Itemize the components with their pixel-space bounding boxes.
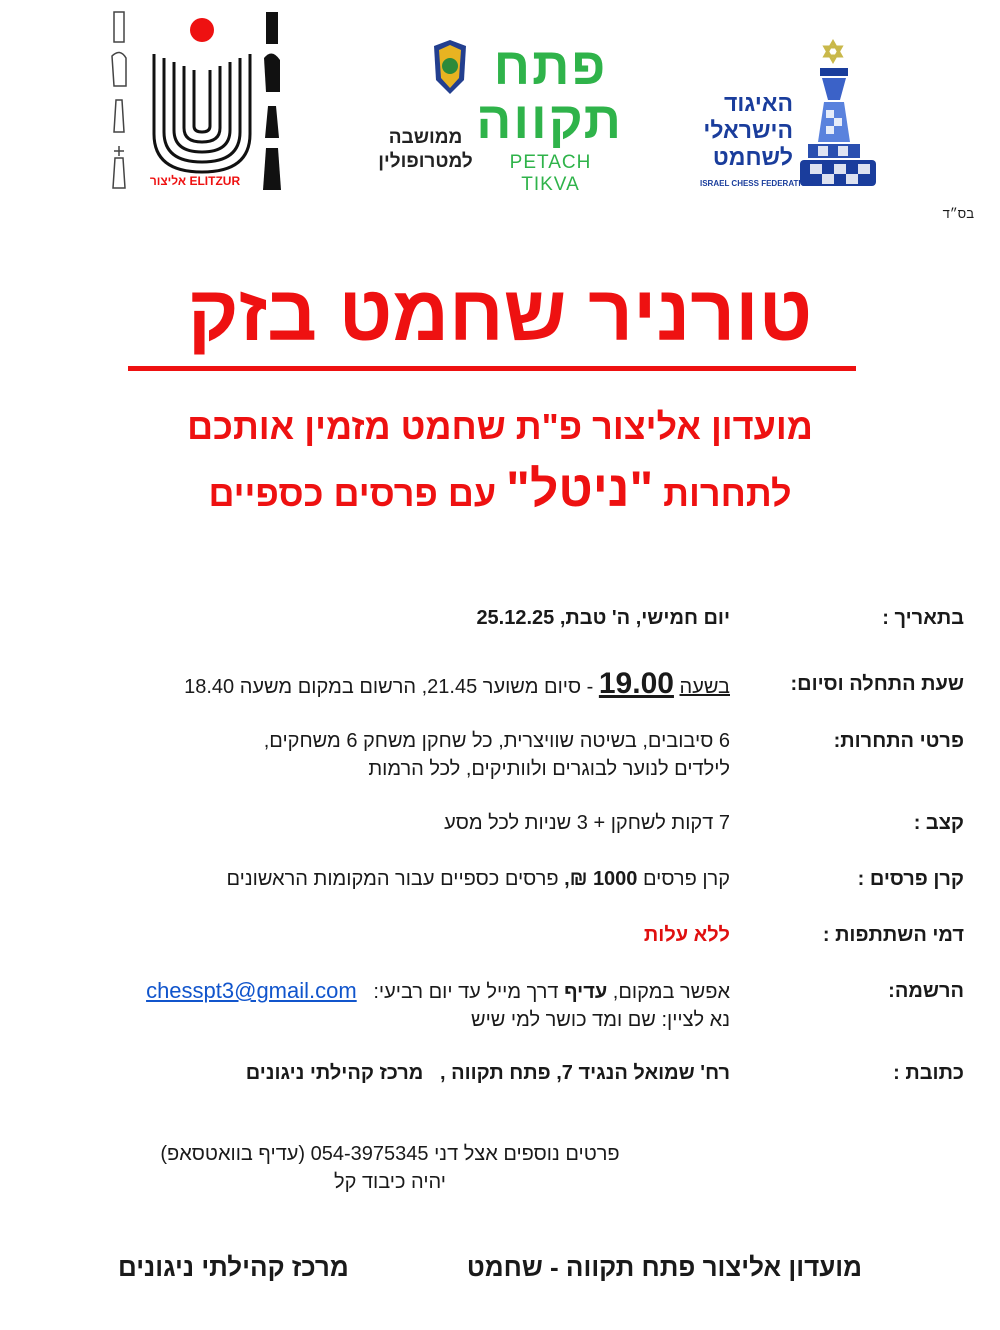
registration-post: דרך מייל עד יום רביעי: — [373, 981, 559, 1003]
federation-english-name: ISRAEL CHESS FEDERATION — [700, 179, 813, 188]
more-info-line2: יהיה כיבוד קל — [334, 1171, 446, 1193]
footer-community-center: מרכז קהילתי ניגונים — [118, 1252, 349, 1282]
subtitle-line1: מועדון אליצור פ"ת שחמט מזמין אותכם — [187, 406, 813, 447]
prize-value — [30, 865, 730, 893]
time-rest: - סיום משוער 21.45, הרשום במקום משעה 18.40 — [184, 676, 594, 698]
subtitle-post: עם פרסים כספיים — [208, 473, 497, 514]
registration-line1 — [30, 977, 730, 1006]
bishop-outline-icon — [114, 100, 124, 132]
registration-preferred: עדיף — [564, 981, 608, 1003]
pace-label: קצב : — [913, 812, 964, 834]
subtitle-line2 — [0, 460, 1000, 518]
federation-name — [693, 90, 793, 171]
subtitle-pre: לתחרות — [663, 473, 792, 514]
competition-line2: לילדים לנוער לבוגרים ולוותיקים, לכל הרמות — [368, 758, 730, 780]
time-value — [30, 664, 730, 707]
time-label: שעת התחלה וסיום: — [790, 673, 964, 695]
rook-solid-icon — [266, 12, 278, 44]
registration-pre: אפשר במקום, — [612, 981, 730, 1003]
event-name: "ניטל" — [506, 461, 654, 517]
bishop-solid-icon — [265, 106, 279, 138]
city-name-hebrew: פתח תקווה — [476, 38, 623, 150]
city-slogan — [378, 126, 473, 174]
prize-label: קרן פרסים : — [857, 868, 964, 890]
knight-outline-icon — [112, 52, 126, 86]
competition-label: פרטי התחרות: — [833, 730, 964, 752]
red-dot-icon — [190, 18, 214, 42]
israel-chess-federation-logo — [700, 38, 885, 190]
page-title: טורניר שחמט בזק — [187, 269, 813, 357]
knight-solid-icon — [264, 53, 280, 92]
registration-details — [30, 977, 730, 1034]
city-slogan-line1: ממושבה — [388, 127, 463, 148]
competition-line1: 6 סיבובים, בשיטה שוויצרית, כל שחקן משחק 6 משחקים, — [263, 730, 730, 752]
registration-label: הרשמה: — [888, 980, 964, 1002]
club-name-hebrew: אליצור — [149, 174, 187, 188]
club-name-english: ELITZUR — [189, 174, 241, 188]
address-value: רח' שמואל הנגיד 7, פתח תקווה , מרכז קהילתי ניגונים — [245, 1062, 730, 1084]
elitzur-logo — [106, 8, 286, 193]
date-value: יום חמישי, ה' טבת, 25.12.25 — [476, 607, 730, 629]
time-start: 19.00 — [598, 667, 674, 700]
bsd-mark: בס״ד — [942, 206, 974, 221]
more-info-line1: פרטים נוספים אצל דני 054-3975345 (עדיף בוואטסאפ) — [160, 1143, 620, 1165]
title-underline — [128, 366, 856, 371]
date-label: בתאריך : — [882, 607, 964, 629]
email-link[interactable]: chesspt3@gmail.com — [146, 978, 357, 1003]
king-outline-icon — [113, 146, 125, 188]
queen-solid-icon — [263, 148, 281, 190]
petach-tikva-logo — [378, 38, 623, 195]
competition-details — [30, 727, 730, 783]
registration-line2: נא לציין: שם ומד כושר למי שיש — [470, 1009, 730, 1031]
federation-line3: לשחמט — [712, 144, 793, 170]
city-name-english: PETACH TIKVA — [509, 152, 592, 195]
elitzur-name — [140, 174, 250, 188]
pace-value: 7 דקות לשחקן + 3 שניות לכל מסע — [444, 812, 730, 834]
prize-post: פרסים כספיים עבור המקומות הראשונים — [226, 868, 559, 890]
federation-line2: הישראלי — [703, 117, 793, 143]
fee-label: דמי השתתפות : — [822, 924, 964, 946]
prize-amount: 1000 ₪, — [564, 868, 638, 890]
rook-outline-icon — [114, 12, 124, 42]
city-slogan-line2: למטרופולין — [378, 151, 473, 172]
footer-club-name: מועדון אליצור פתח תקווה - שחמט — [466, 1252, 862, 1282]
fee-value: ללא עלות — [643, 924, 730, 946]
elitzur-emblem — [106, 8, 286, 193]
prize-pre: קרן פרסים — [643, 868, 730, 890]
time-prefix: בשעה — [679, 676, 730, 698]
city-crest-icon — [430, 40, 470, 98]
address-label: כתובת : — [893, 1062, 964, 1084]
federation-line1: האיגוד — [723, 90, 793, 116]
